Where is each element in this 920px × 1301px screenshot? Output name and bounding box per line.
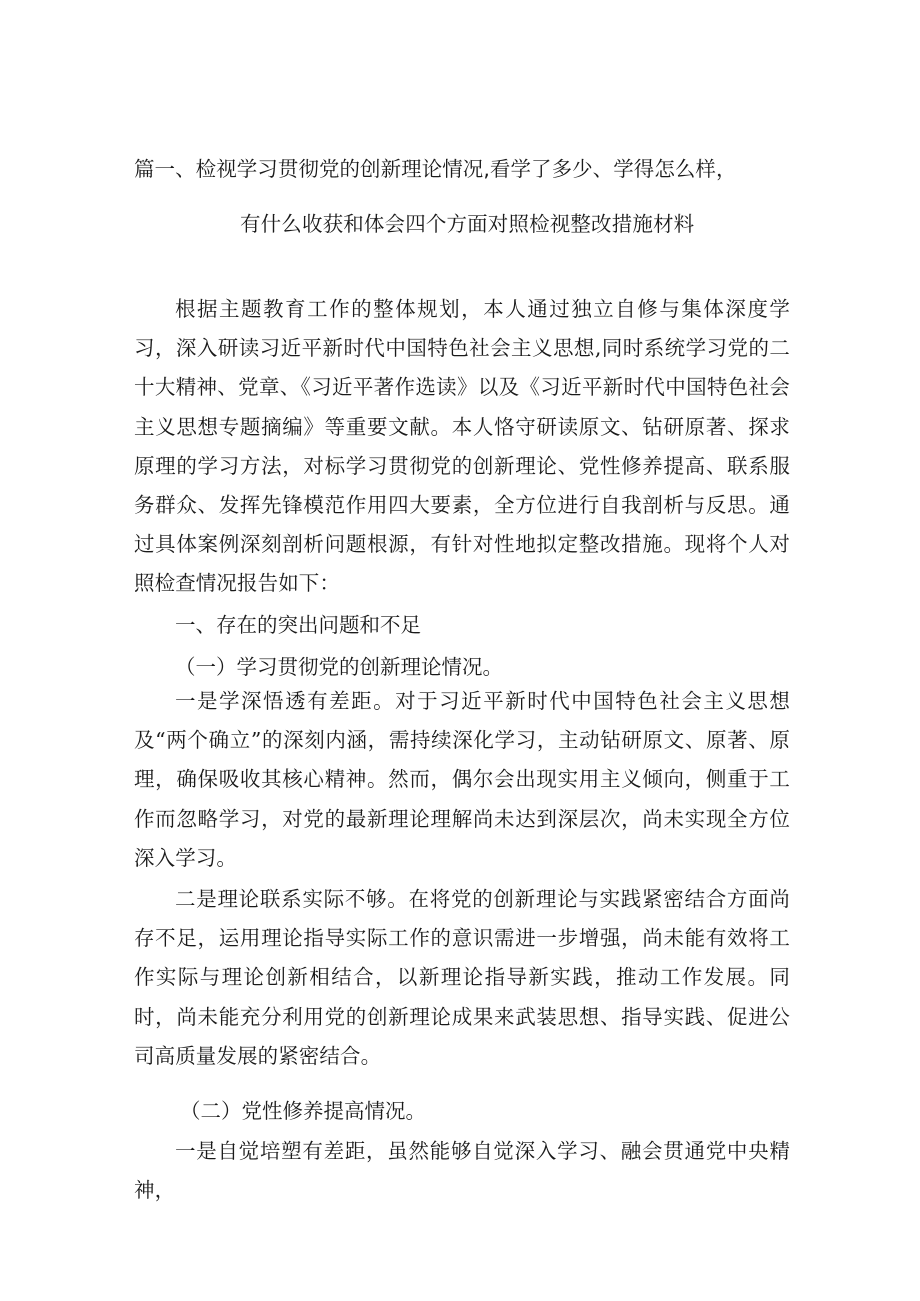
section-heading-problems: 一、存在的突出问题和不足 [175, 613, 421, 637]
paragraph-self-cultivation: 一是自觉培塑有差距，虽然能够自觉深入学习、融会贯通党中央精神， [134, 1139, 790, 1203]
paragraph-theory-practice: 二是理论联系实际不够。在将党的创新理论与实践紧密结合方面尚存不足，运用理论指导实际工作的意识需进一步增强，尚未能有效将工作实际与理论创新相结合，以新理论指导新实践，推动工作发展。同时，尚未能充分利用党的创新理论成果来武装思想、指导实践、促进公司高质量发展的紧密结合。 [134, 887, 790, 1068]
document-title-line-2: 有什么收获和体会四个方面对照检视整改措施材料 [240, 212, 695, 236]
subsection-heading-party-spirit: （二）党性修养提高情况。 [180, 1099, 426, 1123]
intro-paragraph: 根据主题教育工作的整体规划，本人通过独立自修与集体深度学习，深入研读习近平新时代中国特色社会主义思想,同时系统学习党的二十大精神、党章、《习近平著作选读》以及《习近平新时代中国特色社会主义思想专题摘编》等重要文献。本人恪守研读原文、钻研原著、探求原理的学习方法，对标学习贯彻党的创新理论、党性修养提高、联系服务群众、发挥先锋模范作用四大要素，全方位进行自我剖析与反思。通过具体案例深刻剖析问题根源，有针对性地拟定整改措施。现将个人对照检查情况报告如下： [134, 297, 790, 596]
document-title-line-1: 篇一、检视学习贯彻党的创新理论情况,看学了多少、学得怎么样， [134, 157, 737, 181]
paragraph-study-gap: 一是学深悟透有差距。对于习近平新时代中国特色社会主义思想及“两个确立”的深刻内涵，需持续深化学习，主动钻研原文、原著、原理，确保吸收其核心精神。然而，偶尔会出现实用主义倾向，侧重于工作而忽略学习，对党的最新理论理解尚未达到深层次，尚未实现全方位深入学习。 [134, 689, 790, 870]
subsection-heading-theory-study: （一）学习贯彻党的创新理论情况。 [175, 655, 503, 679]
